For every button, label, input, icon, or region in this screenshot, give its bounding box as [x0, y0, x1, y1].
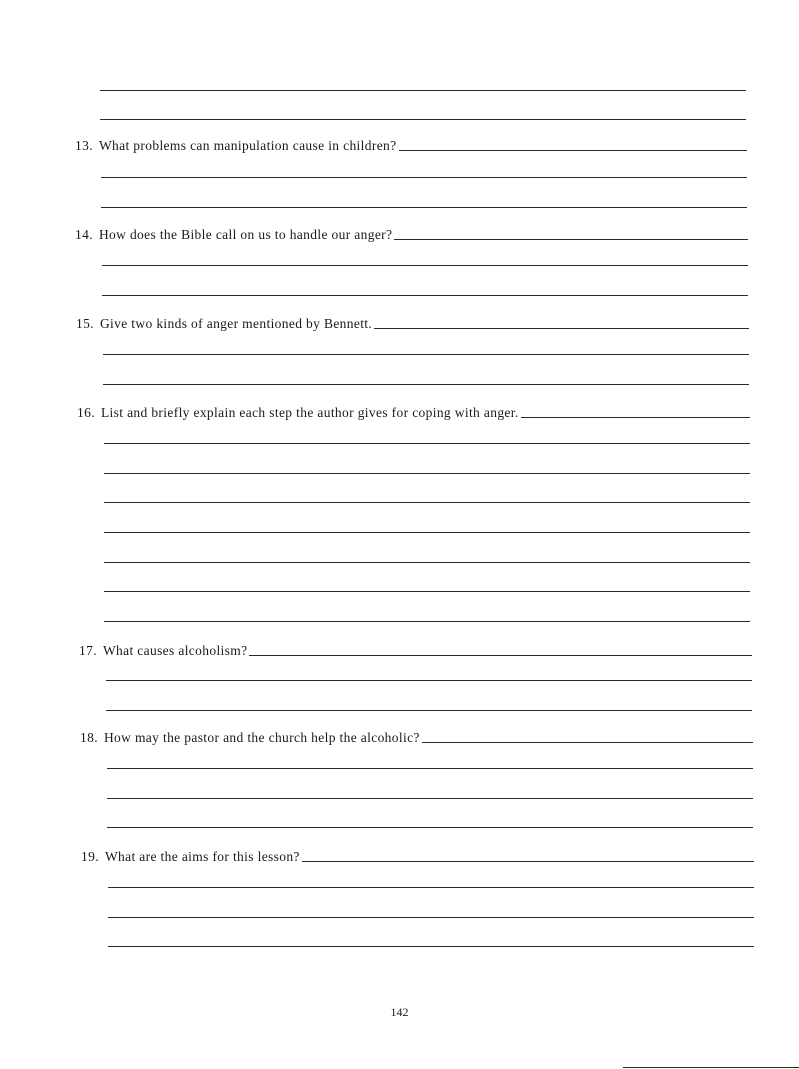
answer-line[interactable] [101, 177, 747, 178]
answer-line[interactable] [102, 295, 748, 296]
answer-line[interactable] [521, 417, 750, 418]
question-text: List and briefly explain each step the author gives for coping with anger. [100, 405, 519, 420]
question-text: What are the aims for this lesson? [104, 849, 300, 864]
answer-line[interactable] [107, 768, 753, 769]
question-number: 17. [79, 643, 97, 658]
bottom-edge-rule [623, 1067, 799, 1068]
answer-line[interactable] [104, 562, 750, 563]
question-number: 18. [80, 730, 98, 745]
question-14 [75, 227, 748, 243]
question-number: 19. [81, 849, 99, 864]
answer-line[interactable] [108, 887, 754, 888]
answer-line[interactable] [104, 443, 750, 444]
answer-line[interactable] [103, 384, 749, 385]
answer-line[interactable] [103, 354, 749, 355]
question-text: How may the pastor and the church help the alcoholic? [103, 730, 420, 745]
answer-line[interactable] [104, 532, 750, 533]
question-16 [77, 405, 750, 421]
answer-line[interactable] [107, 827, 753, 828]
answer-line[interactable] [107, 798, 753, 799]
answer-line[interactable] [100, 90, 746, 91]
answer-line[interactable] [106, 710, 752, 711]
question-17 [79, 643, 752, 659]
answer-line[interactable] [102, 265, 748, 266]
answer-line[interactable] [394, 239, 748, 240]
page-number: 142 [390, 1005, 409, 1019]
answer-line[interactable] [108, 917, 754, 918]
answer-line[interactable] [100, 119, 746, 120]
answer-line[interactable] [101, 207, 747, 208]
question-number: 15. [76, 316, 94, 331]
question-15 [76, 316, 749, 332]
answer-line[interactable] [104, 591, 750, 592]
question-text: How does the Bible call on us to handle our anger? [98, 227, 393, 242]
answer-line[interactable] [108, 946, 754, 947]
question-13 [75, 138, 747, 154]
question-number: 14. [75, 227, 93, 242]
answer-line[interactable] [104, 621, 750, 622]
answer-line[interactable] [302, 861, 754, 862]
question-number: 13. [75, 138, 93, 153]
answer-line[interactable] [104, 502, 750, 503]
answer-line[interactable] [374, 328, 749, 329]
answer-line[interactable] [249, 655, 752, 656]
question-19 [81, 849, 754, 865]
answer-line[interactable] [106, 680, 752, 681]
question-text: What causes alcoholism? [102, 643, 248, 658]
question-text: Give two kinds of anger mentioned by Bennett. [99, 316, 373, 331]
question-18 [80, 730, 753, 746]
question-text: What problems can manipulation cause in children? [98, 138, 397, 153]
question-number: 16. [77, 405, 95, 420]
answer-line[interactable] [399, 150, 748, 151]
answer-line[interactable] [104, 473, 750, 474]
answer-line[interactable] [422, 742, 753, 743]
